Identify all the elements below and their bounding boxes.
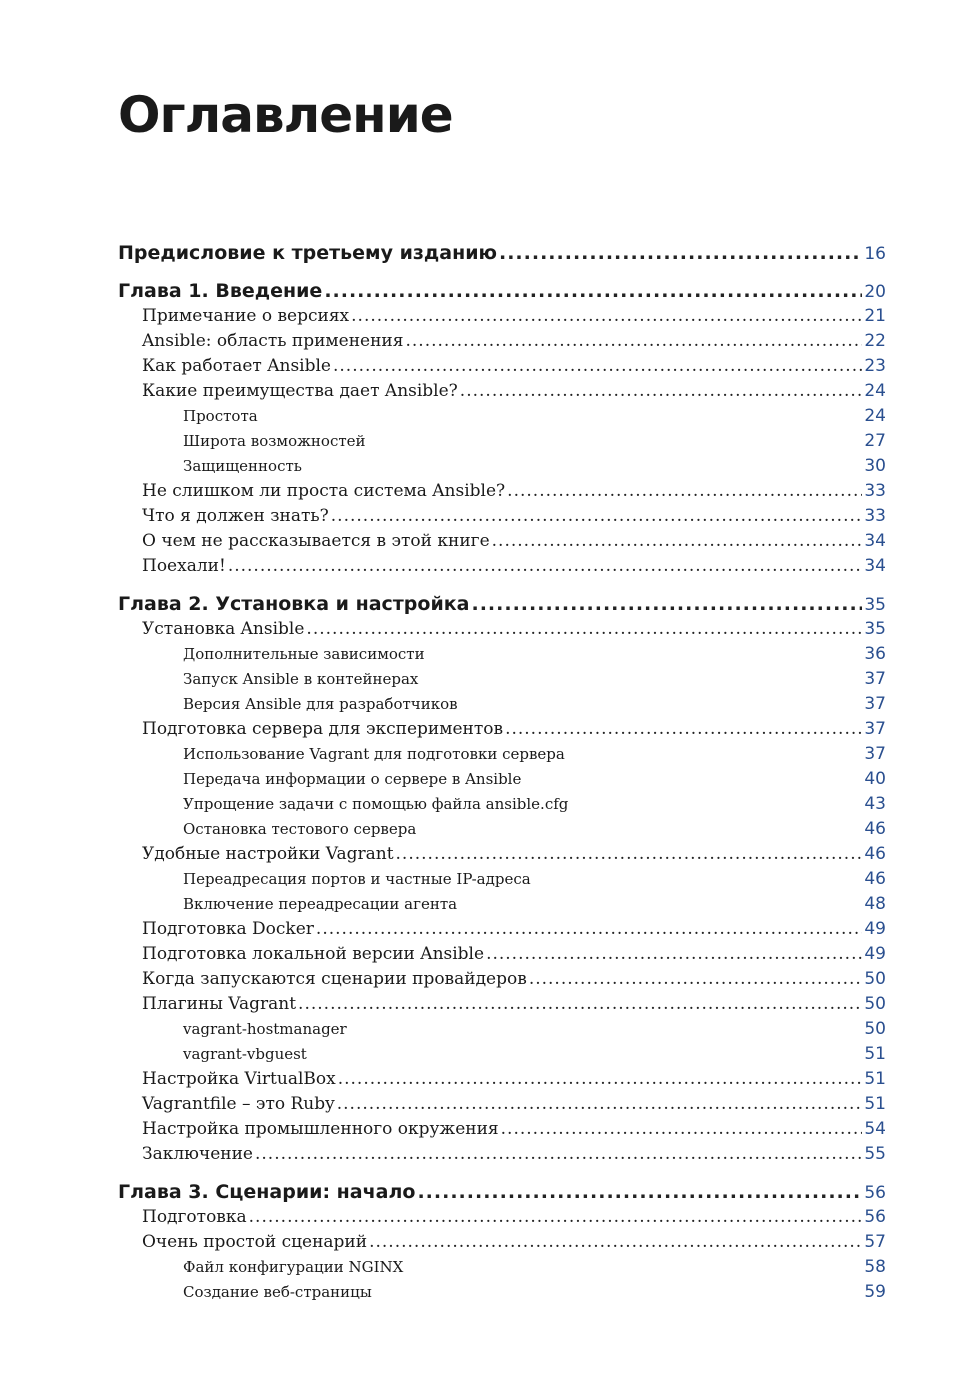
toc-entry-page-number: 35 [864,619,886,639]
dot-leader [228,554,863,571]
toc-subsection-entry[interactable] [118,642,886,667]
toc-entry-page-number: 50 [864,1019,886,1039]
toc-entry-page-number: 37 [864,694,886,714]
toc-entry-label: Использование Vagrant для подготовки сервера [183,745,565,763]
toc-section-entry[interactable] [118,942,886,967]
toc-entry-label: Дополнительные зависимости [183,645,425,663]
toc-entry-page-number: 54 [864,1119,886,1139]
toc-section-entry[interactable] [118,1067,886,1092]
toc-subsection-entry[interactable] [118,404,886,429]
toc-entry-page-number: 37 [864,719,886,739]
dot-leader [374,1284,863,1297]
dot-leader [349,1021,863,1034]
dot-leader [460,696,863,709]
toc-entry-label: Установка Ansible [142,619,305,639]
toc-section-entry[interactable] [118,1230,886,1255]
toc-entry-label: Упрощение задачи с помощью файла ansible.cfg [183,795,569,813]
toc-subsection-entry[interactable] [118,867,886,892]
toc-entry-page-number: 40 [864,769,886,789]
toc-entry-page-number: 24 [864,381,886,401]
toc-section-entry[interactable] [118,717,886,742]
toc-entry-label: Переадресация портов и частные IP-адреса [183,870,531,888]
toc-chapter-entry[interactable] [118,1179,886,1205]
dot-leader [486,942,862,959]
toc-entry-page-number: 34 [864,556,886,576]
toc-entry-label: Подготовка сервера для экспериментов [142,719,504,739]
toc-entry-page-number: 34 [864,531,886,551]
toc-entry-label: Заключение [142,1144,253,1164]
toc-section-entry[interactable] [118,617,886,642]
dot-leader [405,1259,862,1272]
dot-leader [338,1067,863,1084]
toc-entry-label: vagrant-vbguest [183,1045,307,1063]
toc-entry-page-number: 55 [864,1144,886,1164]
toc-entry-page-number: 37 [864,669,886,689]
toc-entry-page-number: 49 [864,944,886,964]
toc-entry-label: Версия Ansible для разработчиков [183,695,458,713]
dot-leader [306,617,862,634]
toc-entry-page-number: 57 [864,1232,886,1252]
dot-leader [337,1092,863,1109]
dot-leader [298,992,862,1009]
toc-subsection-entry[interactable] [118,1042,886,1067]
toc-entry-page-number: 37 [864,744,886,764]
toc-entry-label: Что я должен знать? [142,506,329,526]
dot-leader [427,646,863,659]
toc-entry-page-number: 22 [864,331,886,351]
dot-leader [324,278,862,297]
toc-entry-page-number: 24 [864,406,886,426]
toc-entry-page-number: 43 [864,794,886,814]
toc-entry-label: Подготовка локальной версии Ansible [142,944,485,964]
toc-chapter-entry[interactable] [118,240,886,266]
dot-leader [417,1179,862,1198]
toc-section-entry[interactable] [118,379,886,404]
toc-entry-page-number: 27 [864,431,886,451]
toc-section-entry[interactable] [118,554,886,579]
toc-subsection-entry[interactable] [118,817,886,842]
toc-entry-label: Плагины Vagrant [142,994,297,1014]
dot-leader [471,591,862,610]
toc-subsection-entry[interactable] [118,742,886,767]
toc-entry-page-number: 50 [864,994,886,1014]
toc-entry-page-number: 20 [864,282,886,302]
toc-subsection-entry[interactable] [118,892,886,917]
dot-leader [333,354,862,371]
dot-leader [249,1205,863,1222]
dot-leader [260,408,863,421]
dot-leader [459,896,862,909]
toc-entry-page-number: 46 [864,869,886,889]
dot-leader [316,917,862,934]
dot-leader [570,796,862,809]
toc-section-entry[interactable] [118,1142,886,1167]
toc-entry-label: Примечание о версиях [142,306,350,326]
dot-leader [460,379,863,396]
toc-section-entry[interactable] [118,917,886,942]
toc-entry-page-number: 46 [864,819,886,839]
toc-subsection-entry[interactable] [118,667,886,692]
toc-chapter-entry[interactable] [118,591,886,617]
toc-subsection-entry[interactable] [118,1255,886,1280]
dot-leader [369,1230,862,1247]
toc-entry-page-number: 33 [864,506,886,526]
dot-leader [505,717,862,734]
toc-entry-page-number: 36 [864,644,886,664]
toc-entry-label: Простота [183,407,258,425]
toc-entry-label: Удобные настройки Vagrant [142,844,394,864]
dot-leader [501,1117,863,1134]
toc-entry-label: Включение переадресации агента [183,895,458,913]
toc-entry-page-number: 33 [864,481,886,501]
dot-leader [255,1142,862,1159]
toc-subsection-entry[interactable] [118,429,886,454]
toc-entry-label: Предисловие к третьему изданию [118,242,497,264]
dot-leader [499,240,862,259]
toc-subsection-entry[interactable] [118,767,886,792]
page-title: Оглавление [118,86,453,144]
dot-leader [507,479,862,496]
toc-section-entry[interactable] [118,1117,886,1142]
dot-leader [418,821,862,834]
toc-entry-label: Глава 1. Введение [118,280,323,302]
toc-section-entry[interactable] [118,529,886,554]
toc-entry-label: Создание веб-страницы [183,1283,372,1301]
toc-section-entry[interactable] [118,504,886,529]
dot-leader [331,504,863,521]
dot-leader [567,746,863,759]
toc-entry-page-number: 16 [864,244,886,264]
toc-entry-page-number: 51 [864,1069,886,1089]
dot-leader [529,967,863,984]
toc-entry-label: Запуск Ansible в контейнерах [183,670,419,688]
toc-entry-label: Глава 3. Сценарии: начало [118,1181,416,1203]
dot-leader [406,329,863,346]
toc-entry-label: Настройка промышленного окружения [142,1119,499,1139]
toc-entry-page-number: 30 [864,456,886,476]
toc-entry-label: vagrant-hostmanager [183,1020,347,1038]
toc-entry-label: Подготовка [142,1207,247,1227]
toc-entry-page-number: 48 [864,894,886,914]
toc-entry-label: Остановка тестового сервера [183,820,417,838]
toc-entry-label: Vagrantfile – это Ruby [142,1094,335,1114]
toc-entry-page-number: 49 [864,919,886,939]
toc-entry-label: Ansible: область применения [142,331,404,351]
dot-leader [368,433,863,446]
dot-leader [396,842,863,859]
dot-leader [351,304,862,321]
table-of-contents [118,240,886,1305]
toc-section-entry[interactable] [118,992,886,1017]
toc-subsection-entry[interactable] [118,1280,886,1305]
toc-subsection-entry[interactable] [118,792,886,817]
dot-leader [304,458,862,471]
toc-entry-label: Настройка VirtualBox [142,1069,336,1089]
toc-entry-page-number: 51 [864,1094,886,1114]
toc-entry-label: Передача информации о сервере в Ansible [183,770,522,788]
toc-section-entry[interactable] [118,354,886,379]
toc-entry-label: Подготовка Docker [142,919,314,939]
toc-entry-label: Глава 2. Установка и настройка [118,593,470,615]
toc-entry-page-number: 58 [864,1257,886,1277]
toc-section-entry[interactable] [118,329,886,354]
toc-subsection-entry[interactable] [118,454,886,479]
toc-section-entry[interactable] [118,304,886,329]
toc-entry-page-number: 50 [864,969,886,989]
dot-leader [492,529,863,546]
toc-section-entry[interactable] [118,1205,886,1230]
toc-entry-page-number: 21 [864,306,886,326]
toc-section-entry[interactable] [118,967,886,992]
toc-entry-label: Не слишком ли проста система Ansible? [142,481,506,501]
dot-leader [523,771,862,784]
toc-entry-page-number: 23 [864,356,886,376]
toc-entry-label: Файл конфигурации NGINX [183,1258,404,1276]
toc-entry-label: Очень простой сценарий [142,1232,368,1252]
toc-entry-page-number: 46 [864,844,886,864]
toc-entry-label: О чем не рассказывается в этой книге [142,531,490,551]
toc-subsection-entry[interactable] [118,692,886,717]
toc-chapter-entry[interactable] [118,278,886,304]
toc-entry-label: Защищенность [183,457,302,475]
dot-leader [309,1046,863,1059]
toc-entry-page-number: 59 [864,1282,886,1302]
toc-section-entry[interactable] [118,1092,886,1117]
toc-entry-page-number: 35 [864,595,886,615]
toc-entry-page-number: 51 [864,1044,886,1064]
toc-entry-label: Как работает Ansible [142,356,331,376]
toc-subsection-entry[interactable] [118,1017,886,1042]
dot-leader [420,671,862,684]
toc-entry-label: Какие преимущества дает Ansible? [142,381,458,401]
toc-entry-label: Поехали! [142,556,226,576]
toc-section-entry[interactable] [118,842,886,867]
toc-entry-page-number: 56 [864,1183,886,1203]
dot-leader [533,871,863,884]
toc-section-entry[interactable] [118,479,886,504]
toc-entry-label: Широта возможностей [183,432,366,450]
toc-entry-page-number: 56 [864,1207,886,1227]
toc-entry-label: Когда запускаются сценарии провайдеров [142,969,527,989]
